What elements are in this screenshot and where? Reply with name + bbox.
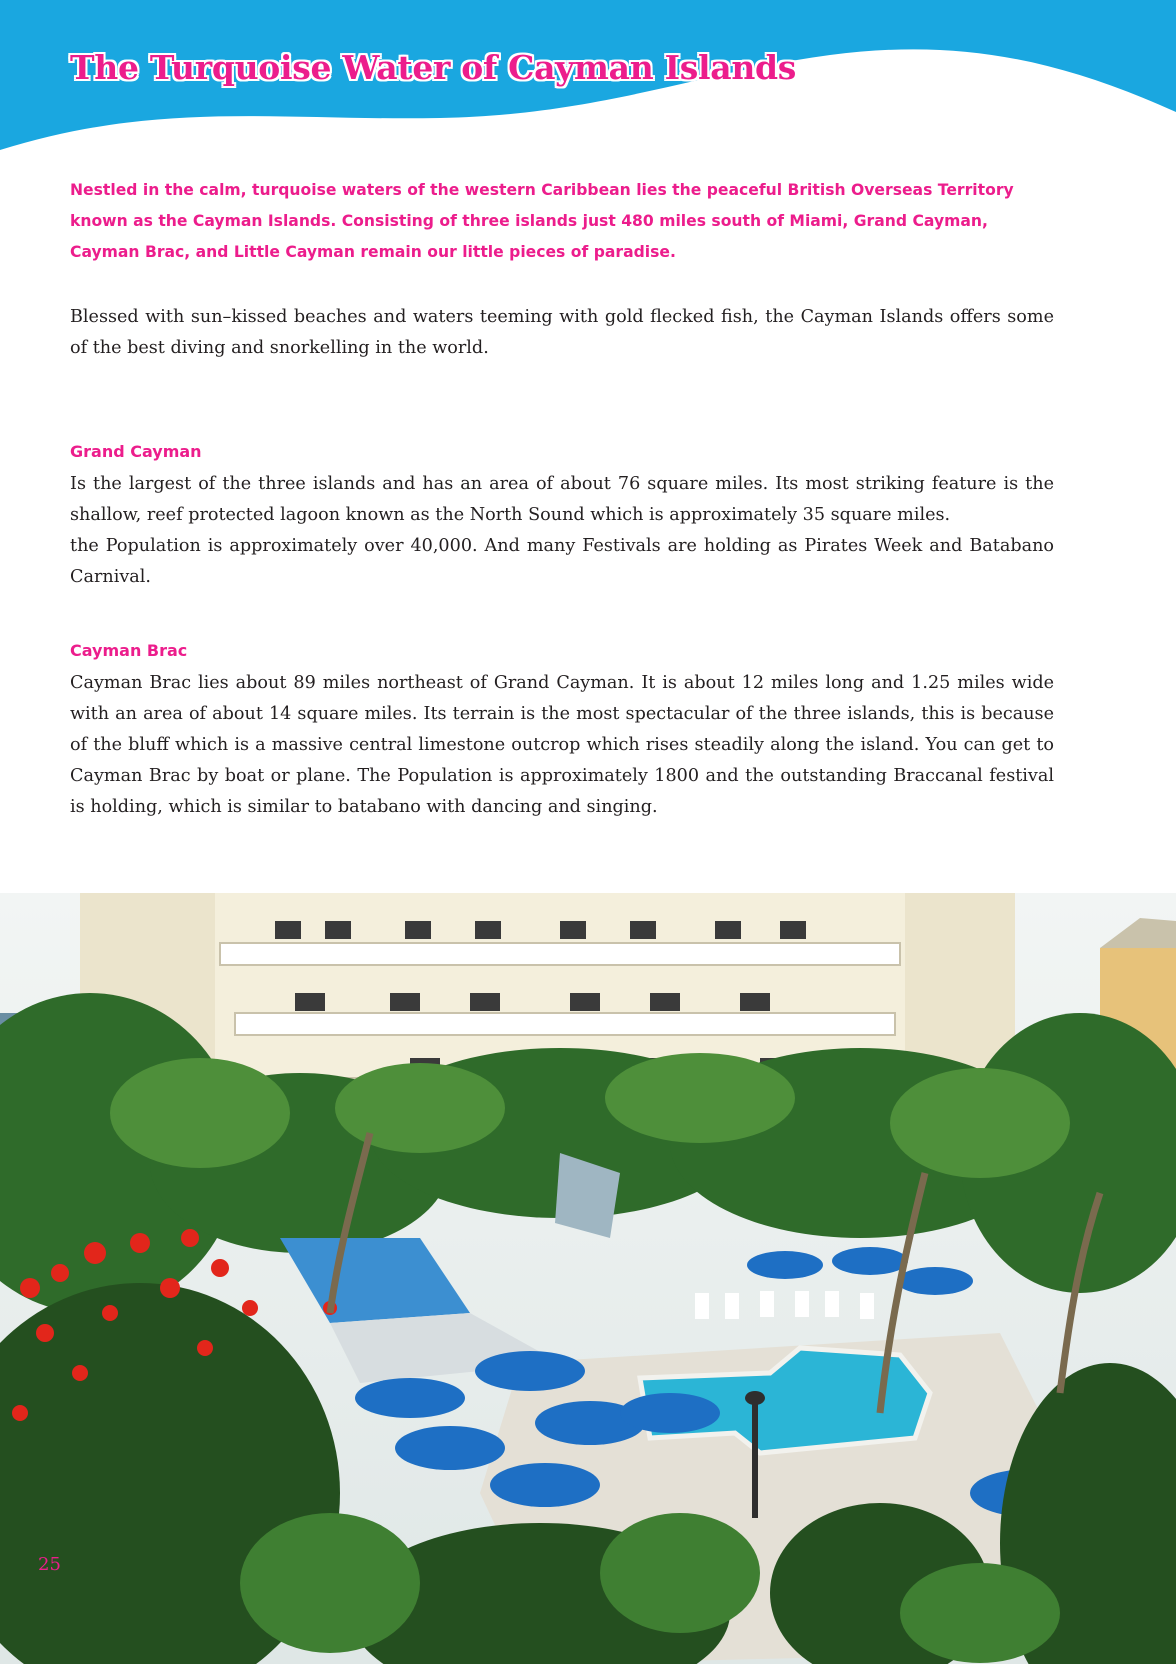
grand-cayman-paragraph-1: Is the largest of the three islands and has an area of about 76 square miles. Its most striking feature is the shallow, reef protected lagoon known as the North Sound which is approximately 35 square miles. — [70, 474, 1054, 525]
resort-photo — [0, 893, 1176, 1664]
wave-band-graphic — [0, 0, 1176, 175]
page-number: 25 — [38, 1554, 61, 1575]
section-heading-grand-cayman: Grand Cayman — [70, 442, 202, 461]
page-title: The Turquoise Water of Cayman Islands — [70, 48, 797, 87]
cayman-brac-paragraph: Cayman Brac lies about 89 miles northeast of Grand Cayman. It is about 12 miles long and 1.25 miles wide with an area of about 14 square miles. Its terrain is the most spectacular of the three islands, this is because of the bluff which is a massive central limestone outcrop which rises steadily along the island. You can get to Cayman Brac by boat or plane. The Population is approximately 1800 and the outstanding Braccanal festival is holding, which is similar to batabano with dancing and singing. — [70, 673, 1054, 817]
lead-paragraph: Blessed with sun–kissed beaches and waters teeming with gold flecked fish, the Cayman Islands offers some of the best diving and snorkelling in the world. — [70, 307, 1054, 358]
grand-cayman-paragraph-2: the Population is approximately over 40,000. And many Festivals are holding as Pirates Week and Batabano Carnival. — [70, 536, 1054, 587]
section-heading-cayman-brac: Cayman Brac — [70, 641, 188, 660]
intro-paragraph: Nestled in the calm, turquoise waters of the western Caribbean lies the peaceful British Overseas Territory known as the Cayman Islands. Consisting of three islands just 480 miles south of Miami, Grand Cayman, Cayman Brac, and Little Cayman remain our little pieces of paradise. — [70, 181, 1014, 261]
header-wave-band — [0, 0, 1176, 175]
